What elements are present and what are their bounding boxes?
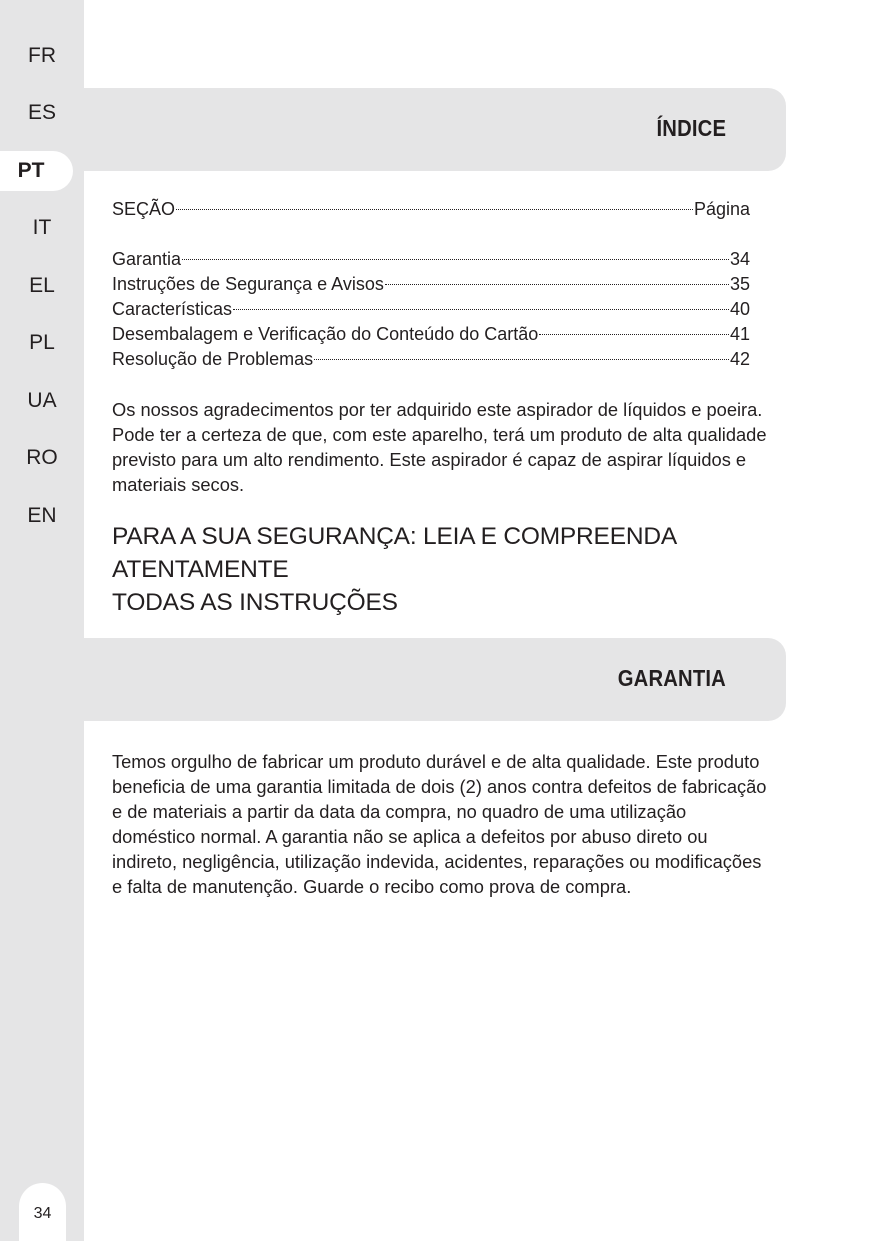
lang-tab-es[interactable]: ES: [27, 101, 56, 124]
intro-line: Os nossos agradecimentos por ter adquirido este aspirador de líquidos e poeira.: [112, 399, 763, 420]
toc-leader-dots: [176, 209, 693, 210]
intro-line: materiais secos.: [112, 474, 245, 495]
toc-entry-page: 41: [729, 324, 750, 344]
lang-tab-ro[interactable]: RO: [26, 446, 58, 469]
warranty-line: Temos orgulho de fabricar um produto durável e de alta qualidade. Este produto: [112, 751, 760, 772]
toc-entry[interactable]: [112, 322, 750, 347]
index-section-title: ÍNDICE: [656, 115, 726, 141]
intro-paragraph: [112, 397, 784, 497]
toc-entry-page: 34: [729, 249, 750, 269]
toc-leader-dots: [182, 259, 729, 260]
toc-entry-label: Garantia: [112, 249, 182, 269]
lang-tab-en[interactable]: EN: [27, 504, 57, 527]
toc-entry[interactable]: [112, 247, 750, 272]
intro-line: previsto para um alto rendimento. Este aspirador é capaz de aspirar líquidos e: [112, 449, 747, 470]
toc-entry-label: Resolução de Problemas: [112, 349, 314, 369]
intro-line: Pode ter a certeza de que, com este aparelho, terá um produto de alta qualidade: [112, 424, 767, 445]
toc-header-row: [112, 197, 750, 222]
safety-heading-line: TODAS AS INSTRUÇÕES: [112, 589, 398, 616]
toc-entry-page: 35: [729, 274, 750, 294]
toc-section-label: SEÇÃO: [112, 199, 176, 219]
lang-tab-pt-active[interactable]: PT: [0, 151, 73, 191]
page-number: 34: [19, 1183, 66, 1253]
lang-tab-ua[interactable]: UA: [27, 389, 57, 412]
toc-entry-label: Instruções de Segurança e Avisos: [112, 274, 384, 294]
warranty-paragraph: [112, 749, 784, 899]
toc-leader-dots: [233, 309, 729, 310]
toc-page-label: Página: [693, 199, 750, 219]
toc-entry-label: Características: [112, 299, 233, 319]
toc-entry-page: 40: [729, 299, 750, 319]
table-of-contents: [112, 197, 750, 222]
toc-entry[interactable]: [112, 347, 750, 372]
safety-heading-line: PARA A SUA SEGURANÇA: LEIA E COMPREENDA ATENTAMENTE: [112, 523, 676, 583]
toc-entry-label: Desembalagem e Verificação do Conteúdo do Cartão: [112, 324, 539, 344]
lang-tab-it[interactable]: IT: [32, 216, 52, 239]
toc-entry[interactable]: [112, 297, 750, 322]
warranty-line: indireto, negligência, utilização indevida, acidentes, reparações ou modificações: [112, 851, 762, 872]
lang-tab-pl[interactable]: PL: [29, 331, 55, 354]
language-sidebar: [0, 0, 84, 1241]
lang-tab-el[interactable]: EL: [29, 274, 55, 297]
index-section-header: [84, 88, 786, 171]
warranty-line: beneficia de uma garantia limitada de dois (2) anos contra defeitos de fabricação: [112, 776, 767, 797]
lang-tab-fr[interactable]: FR: [28, 44, 56, 67]
safety-heading: [112, 520, 812, 619]
warranty-line: e de materiais a partir da data da compra, no quadro de uma utilização: [112, 801, 687, 822]
toc-entry-page: 42: [729, 349, 750, 369]
toc-entries: [112, 247, 750, 372]
toc-leader-dots: [539, 334, 729, 335]
warranty-line: doméstico normal. A garantia não se aplica a defeitos por abuso direto ou: [112, 826, 708, 847]
toc-entry[interactable]: [112, 272, 750, 297]
warranty-line: e falta de manutenção. Guarde o recibo como prova de compra.: [112, 876, 632, 897]
warranty-section-title: GARANTIA: [617, 665, 726, 691]
toc-leader-dots: [385, 284, 729, 285]
warranty-section-header: [84, 638, 786, 721]
toc-leader-dots: [314, 359, 729, 360]
